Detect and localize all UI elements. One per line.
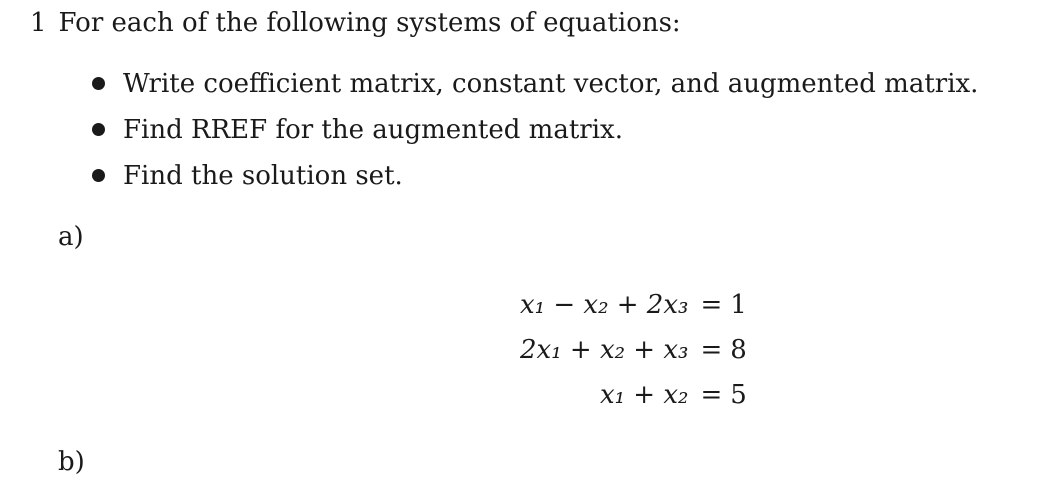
equation-rhs: 5 — [730, 379, 747, 410]
bullet-icon — [92, 77, 105, 90]
equals-sign: = — [700, 289, 723, 320]
equation-rhs: 1 — [730, 289, 747, 320]
part-a-label: a) — [58, 222, 84, 252]
equation-row — [520, 282, 747, 327]
problem-instruction: For each of the following systems of equations: — [58, 8, 681, 38]
equation-row — [520, 327, 747, 372]
instruction-text: Find RREF for the augmented matrix. — [123, 115, 623, 145]
part-b-label: b) — [58, 447, 85, 477]
equation-lhs: x₁ + x₂ — [599, 379, 689, 410]
instruction-text: Write coefficient matrix, constant vector, and augmented matrix. — [123, 69, 979, 99]
problem-number: 1 — [30, 8, 47, 38]
equation-row — [520, 372, 747, 417]
instruction-item — [90, 110, 978, 156]
bullet-icon — [92, 169, 105, 182]
instruction-list — [90, 64, 978, 202]
equation-lhs: 2x₁ + x₂ + x₃ — [520, 334, 689, 365]
problem-heading — [30, 8, 681, 38]
equals-sign: = — [700, 379, 723, 410]
equation-rhs: 8 — [730, 334, 747, 365]
instruction-item — [90, 64, 978, 110]
equation-lhs: x₁ − x₂ + 2x₃ — [520, 289, 689, 320]
bullet-icon — [92, 123, 105, 136]
equals-sign: = — [700, 334, 723, 365]
instruction-item — [90, 156, 978, 202]
equation-system-a — [520, 282, 747, 417]
instruction-text: Find the solution set. — [123, 161, 403, 191]
